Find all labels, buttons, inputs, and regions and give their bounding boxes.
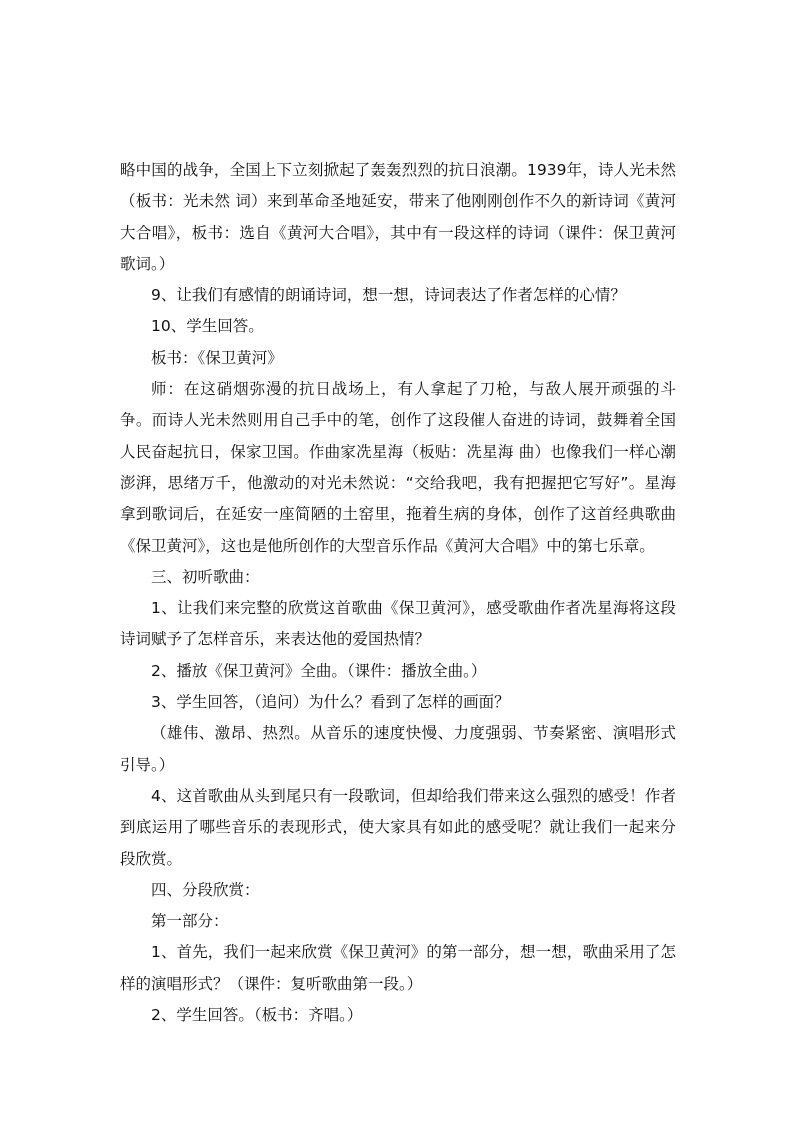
paragraph-part-one-step-1: 1、首先，我们一起来欣赏《保卫黄河》的第一部分，想一想，歌曲采用了怎样的演唱形式？（课件：复听歌曲第一段。） xyxy=(120,943,676,993)
paragraph-step-9: 9、让我们有感情的朗诵诗词，想一想，诗词表达了作者怎样的心情？ xyxy=(151,286,626,305)
section-heading-segment-appreciation: 四、分段欣赏： xyxy=(151,880,260,899)
paragraph-listen-step-1: 1、让我们来完整的欣赏这首歌曲《保卫黄河》，感受歌曲作者冼星海将这段诗词赋予了怎样音乐，来表达他的爱国热情？ xyxy=(120,599,676,649)
paragraph-board-title: 板书：《保卫黄河》 xyxy=(151,348,283,367)
paragraph-listen-guidance: （雄伟、激昂、热烈。从音乐的速度快慢、力度强弱、节奏紧密、演唱形式引导。） xyxy=(120,724,676,774)
paragraph-listen-step-3: 3、学生回答，（追问）为什么？看到了怎样的画面？ xyxy=(151,693,510,712)
paragraph-continuation: 略中国的战争，全国上下立刻掀起了轰轰烈烈的抗日浪潮。1939年，诗人光未然（板书：光未然 词）来到革命圣地延安，带来了他刚刚创作不久的新诗词《黄河大合唱》，板书：选自《黄河大合唱》，其中有一段这样的诗词（课件：保卫黄河歌词。） xyxy=(120,161,676,273)
section-heading-first-listen: 三、初听歌曲： xyxy=(151,567,260,586)
document-page xyxy=(120,155,676,1031)
paragraph-part-one-step-2: 2、学生回答。（板书：齐唱。） xyxy=(151,1006,363,1025)
paragraph-teacher-narration: 师：在这硝烟弥漫的抗日战场上，有人拿起了刀枪，与敌人展开顽强的斗争。而诗人光未然则用自己手中的笔，创作了这段催人奋进的诗词，鼓舞着全国人民奋起抗日，保家卫国。作曲家冼星海（板贴：冼星海 曲）也像我们一样心潮澎湃，思绪万千，他激动的对光未然说：“交给我吧，我有把握把它写好”。星海拿到歌词后，在延安一座简陋的土窑里，拖着生病的身体，创作了这首经典歌曲《保卫黄河》，这也是他所创作的大型音乐作品《黄河大合唱》中的第七乐章。 xyxy=(120,380,676,555)
paragraph-listen-step-2: 2、播放《保卫黄河》全曲。（课件：播放全曲。） xyxy=(151,661,487,680)
paragraph-step-10: 10、学生回答。 xyxy=(151,317,264,336)
subsection-heading-part-one: 第一部分： xyxy=(151,912,229,931)
paragraph-listen-step-4: 4、这首歌曲从头到尾只有一段歌词，但却给我们带来这么强烈的感受！作者到底运用了哪些音乐的表现形式，使大家具有如此的感受呢？就让我们一起来分段欣赏。 xyxy=(120,786,676,868)
